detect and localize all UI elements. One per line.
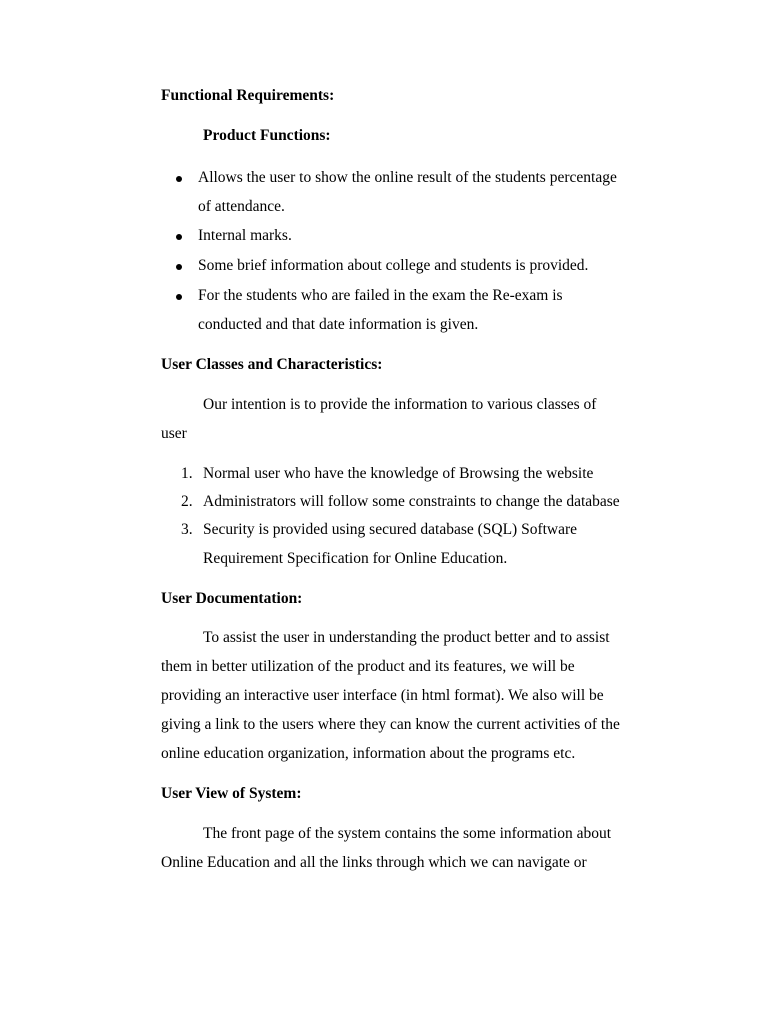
- user-documentation-line-2: them in better utilization of the product and its features, we will be: [161, 658, 575, 675]
- list-item-1: Normal user who have the knowledge of Browsing the website: [203, 465, 594, 482]
- subheading-product-functions: Product Functions:: [203, 127, 331, 144]
- section-heading-user-classes: User Classes and Characteristics:: [161, 356, 383, 373]
- bullet-icon: [176, 264, 184, 272]
- bullet-item-3: Some brief information about college and students is provided.: [198, 257, 589, 274]
- user-view-line-1: The front page of the system contains the some information about: [203, 825, 612, 842]
- user-documentation-line-3: providing an interactive user interface (in html format). We also will be: [161, 687, 604, 704]
- bullet-item-2: Internal marks.: [198, 227, 292, 244]
- bullet-item-1-line-1: Allows the user to show the online result of the students percentage: [198, 169, 617, 186]
- list-item-3-line-1: Security is provided using secured database (SQL) Software: [203, 521, 578, 538]
- user-view-line-2: Online Education and all the links through which we can navigate or: [161, 854, 587, 871]
- bullet-icon: [176, 294, 184, 302]
- user-documentation-line-1: To assist the user in understanding the product better and to assist: [203, 629, 610, 646]
- list-number: 2.: [181, 493, 193, 510]
- bullet-icon: [176, 176, 184, 184]
- list-number: 3.: [181, 521, 193, 538]
- bullet-icon: [176, 234, 184, 242]
- user-classes-intro-line-1: Our intention is to provide the information to various classes of: [203, 396, 597, 413]
- list-item-2: Administrators will follow some constraints to change the database: [203, 493, 620, 510]
- user-documentation-line-5: online education organization, information about the programs etc.: [161, 745, 576, 762]
- user-documentation-line-4: giving a link to the users where they can know the current activities of the: [161, 716, 620, 733]
- section-heading-functional-requirements: Functional Requirements:: [161, 87, 335, 104]
- bullet-item-4-line-2: conducted and that date information is given.: [198, 316, 479, 333]
- list-item-3-line-2: Requirement Specification for Online Education.: [203, 550, 508, 567]
- user-classes-intro-line-2: user: [161, 425, 187, 442]
- list-number: 1.: [181, 465, 193, 482]
- bullet-item-1-line-2: of attendance.: [198, 198, 285, 215]
- bullet-item-4-line-1: For the students who are failed in the exam the Re-exam is: [198, 287, 563, 304]
- section-heading-user-view: User View of System:: [161, 785, 302, 802]
- section-heading-user-documentation: User Documentation:: [161, 590, 303, 607]
